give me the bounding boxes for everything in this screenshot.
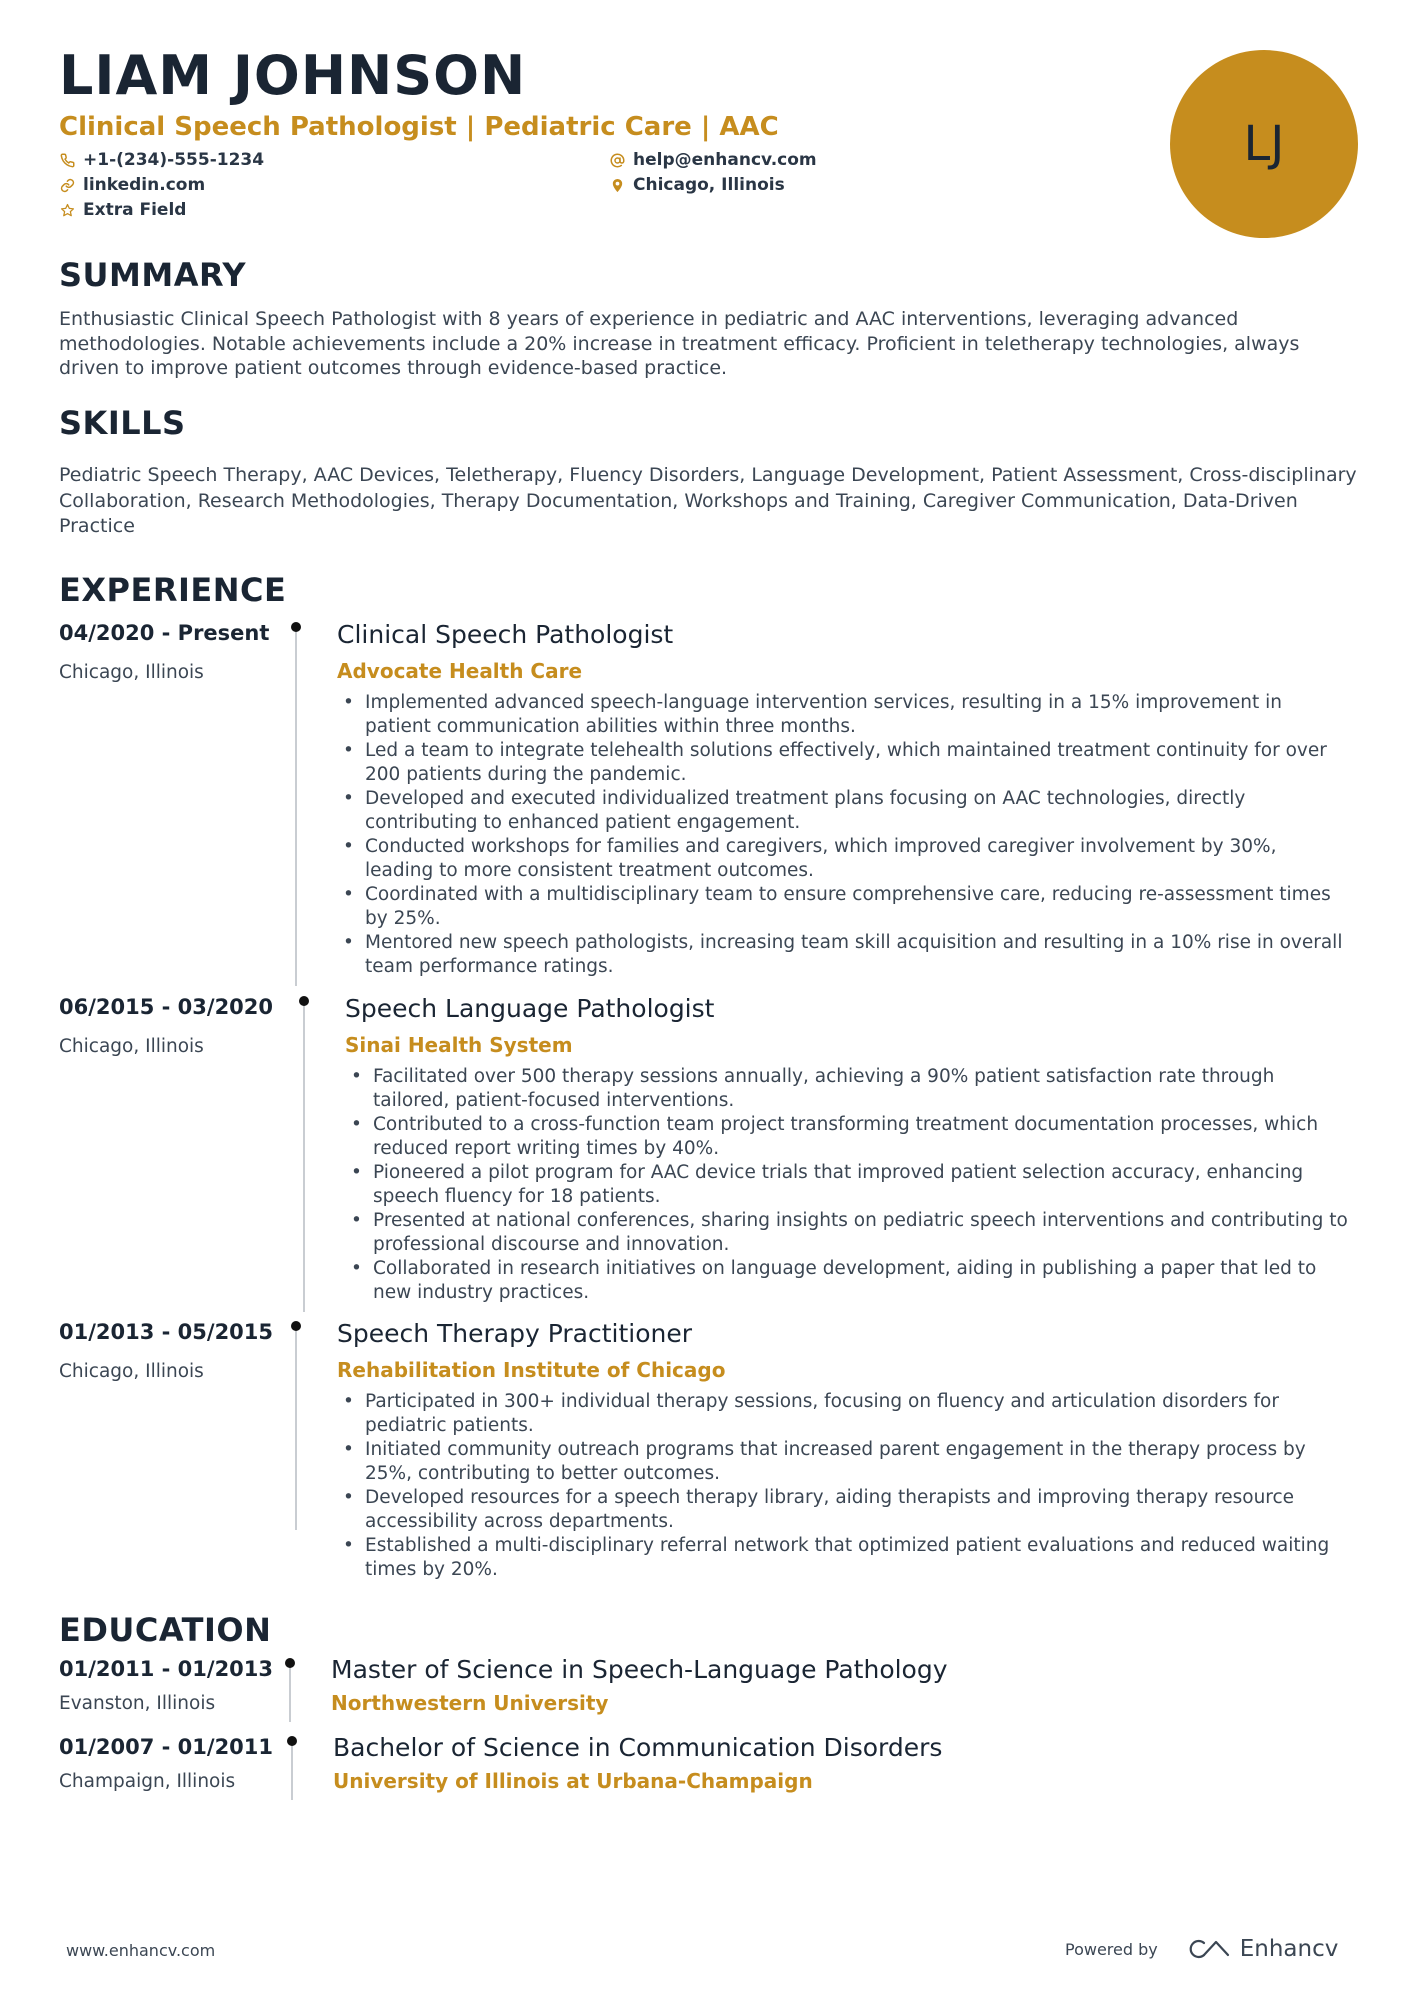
list-item: • Facilitated over 500 therapy sessions annually, achieving a 90% patient satisfaction rate through tailored, patient-focused interventions.	[345, 1065, 1355, 1113]
timeline-dot	[299, 996, 309, 1006]
education-location: Champaign, Illinois	[59, 1771, 236, 1792]
summary-text: Enthusiastic Clinical Speech Pathologist with 8 years of experience in pediatric and AAC interventions, leveraging advanced methodologies. Notable achievements include a 20% increase in treatment efficacy. Proficient in teletherapy technologies, always driven to improve patient outcomes through evidence-based practice.	[59, 308, 1300, 379]
avatar	[1170, 50, 1358, 238]
email-text: help@enhancv.com	[633, 150, 817, 170]
list-item: • Initiated community outreach programs that increased parent engagement in the therapy process by 25%, contributing to better outcomes.	[337, 1438, 1347, 1486]
job-bullets	[337, 691, 1347, 979]
list-item: • Established a multi-disciplinary referral network that optimized patient evaluations and reduced waiting times by 20%.	[337, 1534, 1347, 1582]
list-item: • Developed and executed individualized treatment plans focusing on AAC technologies, directly contributing to enhanced patient engagement.	[337, 787, 1347, 835]
job-bullets	[337, 1390, 1347, 1582]
list-item: • Presented at national conferences, sharing insights on pediatric speech interventions and contributing to professional discourse and innovation.	[345, 1209, 1355, 1257]
timeline-dot	[287, 1736, 297, 1746]
list-item: • Contributed to a cross-function team project transforming treatment documentation processes, which reduced report writing times by 40%.	[345, 1113, 1355, 1161]
list-item: • Implemented advanced speech-language intervention services, resulting in a 15% improvement in patient communication abilities within three months.	[337, 691, 1347, 739]
list-item: • Collaborated in research initiatives on language development, aiding in publishing a paper that led to new industry practices.	[345, 1257, 1355, 1305]
job-bullets	[345, 1065, 1355, 1305]
contact-extra	[59, 198, 186, 223]
list-item: • Led a team to integrate telehealth solutions effectively, which maintained treatment continuity for over 200 patients during the pandemic.	[337, 739, 1347, 787]
location-text: Chicago, Illinois	[633, 175, 785, 195]
star-icon	[59, 203, 75, 219]
phone-icon	[59, 153, 75, 169]
list-item: • Mentored new speech pathologists, increasing team skill acquisition and resulting in a 10% rise in overall team performance ratings.	[337, 931, 1347, 979]
timeline-line	[289, 1662, 291, 1722]
contact-email[interactable]	[609, 148, 817, 173]
job-company: Advocate Health Care	[337, 659, 583, 683]
contact-location	[609, 173, 785, 198]
timeline-dot	[285, 1658, 295, 1668]
job-dates: 01/2013 - 05/2015	[59, 1320, 274, 1344]
job-dates: 04/2020 - Present	[59, 621, 270, 645]
enhancv-logo-icon	[1184, 1937, 1230, 1961]
timeline-line	[295, 626, 297, 986]
job-title: Speech Language Pathologist	[345, 994, 715, 1023]
candidate-title: Clinical Speech Pathologist | Pediatric Care | AAC	[59, 112, 779, 142]
footer-branding[interactable]	[1065, 1936, 1338, 1962]
footer-website[interactable]: www.enhancv.com	[66, 1941, 216, 1960]
job-title: Clinical Speech Pathologist	[337, 620, 674, 649]
avatar-initials: LJ	[1243, 116, 1285, 172]
education-dates: 01/2007 - 01/2011	[59, 1735, 274, 1759]
skills-text: Pediatric Speech Therapy, AAC Devices, Teletherapy, Fluency Disorders, Language Development, Patient Assessment, Cross-disciplinary Collaboration, Research Methodologies, Therapy Documentation, Workshops and Training, Caregiver Communication, Data-Driven Practice	[59, 464, 1357, 537]
education-school: University of Illinois at Urbana-Champaign	[333, 1769, 813, 1793]
contact-phone[interactable]	[59, 148, 264, 173]
job-title: Speech Therapy Practitioner	[337, 1319, 693, 1348]
link-icon	[59, 178, 75, 194]
contact-linkedin[interactable]	[59, 173, 205, 198]
summary-heading: SUMMARY	[59, 256, 247, 294]
list-item: • Coordinated with a multidisciplinary team to ensure comprehensive care, reducing re-assessment times by 25%.	[337, 883, 1347, 931]
enhancv-brand-text: Enhancv	[1239, 1936, 1339, 1962]
timeline-dot	[291, 1321, 301, 1331]
list-item: • Developed resources for a speech therapy library, aiding therapists and improving therapy resource accessibility across departments.	[337, 1486, 1347, 1534]
job-location: Chicago, Illinois	[59, 1361, 204, 1382]
skills-heading: SKILLS	[59, 404, 186, 442]
job-location: Chicago, Illinois	[59, 662, 204, 683]
job-dates: 06/2015 - 03/2020	[59, 995, 274, 1019]
contact-info	[59, 148, 1059, 228]
timeline-dot	[291, 622, 301, 632]
timeline-line	[295, 1325, 297, 1530]
list-item: • Conducted workshops for families and caregivers, which improved caregiver involvement by 30%, leading to more consistent treatment outcomes.	[337, 835, 1347, 883]
resume-header	[59, 44, 1159, 228]
timeline-line	[303, 1000, 305, 1312]
timeline-line	[291, 1740, 293, 1800]
location-pin-icon	[609, 178, 625, 194]
powered-by-label: Powered by	[1065, 1939, 1158, 1959]
job-location: Chicago, Illinois	[59, 1036, 204, 1057]
extra-text: Extra Field	[83, 200, 187, 220]
at-sign-icon	[609, 153, 625, 169]
education-school: Northwestern University	[331, 1691, 609, 1715]
linkedin-text: linkedin.com	[83, 175, 206, 195]
job-company: Sinai Health System	[345, 1033, 573, 1057]
education-degree: Bachelor of Science in Communication Disorders	[333, 1733, 943, 1762]
phone-text: +1-(234)-555-1234	[83, 150, 265, 170]
education-degree: Master of Science in Speech-Language Pathology	[331, 1655, 948, 1684]
education-dates: 01/2011 - 01/2013	[59, 1657, 274, 1681]
candidate-name: LIAM JOHNSON	[59, 44, 527, 107]
list-item: • Pioneered a pilot program for AAC device trials that improved patient selection accuracy, enhancing speech fluency for 18 patients.	[345, 1161, 1355, 1209]
job-company: Rehabilitation Institute of Chicago	[337, 1358, 726, 1382]
education-heading: EDUCATION	[59, 1611, 272, 1649]
experience-heading: EXPERIENCE	[59, 571, 287, 609]
list-item: • Participated in 300+ individual therapy sessions, focusing on fluency and articulation disorders for pediatric patients.	[337, 1390, 1347, 1438]
education-location: Evanston, Illinois	[59, 1693, 216, 1714]
